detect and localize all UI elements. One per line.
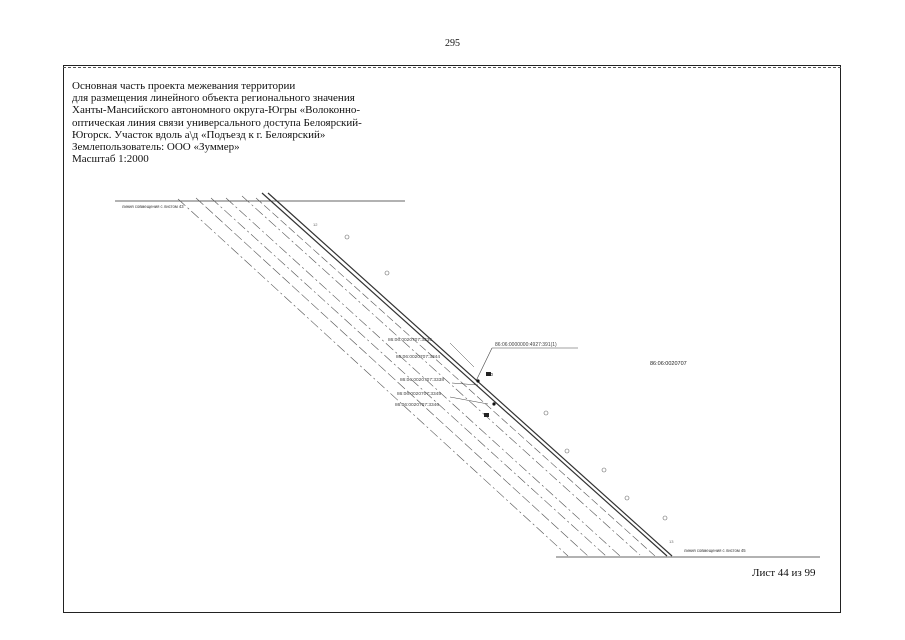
parcel-main-label: 86:06:0000000:4927:391(1) (495, 342, 557, 348)
parcel-label-1: 86:06:0020707:3336 (388, 338, 433, 343)
title-line-4: оптическая линия связи универсального доступа Белоярский- (72, 116, 362, 129)
survey-point (476, 379, 479, 382)
parcel-label-3: 86:06:0020707:3338 (400, 378, 445, 383)
title-line-5: Югорск. Участок вдоль а\д «Подъезд к г. Белоярский» (72, 128, 326, 141)
match-line-bottom-label: линия совмещения с листом 45 (684, 548, 746, 553)
parcel-label-5: 86:06:0020707:3346 (395, 403, 440, 408)
road-shoulder (256, 198, 655, 556)
title-line-1: Основная часть проекта межевания территории (72, 80, 296, 92)
stream-circle (345, 235, 349, 239)
stream-circle (544, 411, 548, 415)
parcel-label-2: 86:06:0020707:3344 (396, 355, 441, 360)
stream-circle (602, 468, 606, 472)
parcel-leader (450, 343, 474, 367)
survey-point (492, 402, 495, 405)
road-edge-outer (262, 193, 667, 556)
boundary-line-3 (211, 198, 606, 556)
point-label-30: 30 (488, 372, 494, 377)
scale-line: Масштаб 1:2000 (72, 153, 149, 166)
stream-markers (345, 235, 667, 520)
boundary-line-4 (196, 198, 588, 556)
stream-circle (565, 449, 569, 453)
title-line-2: для размещения линейного объекта регионального значения (72, 92, 355, 105)
boundary-line-5 (178, 199, 568, 556)
parcel-label-4: 86:06:0020707:3345 (397, 392, 442, 397)
parcel-leader (450, 397, 488, 404)
stream-mark-13: 13 (669, 539, 674, 544)
stream-circle (385, 271, 389, 275)
page-number: 295 (445, 38, 460, 49)
road-edge-inner (268, 193, 672, 556)
sheet-label: Лист 44 из 99 (752, 567, 816, 579)
point-label-28: 28 (484, 413, 490, 418)
boundary-line-2 (226, 198, 620, 556)
match-line-top-label: линия совмещения с листом 43 (122, 204, 184, 209)
title-line-3: Ханты-Мансийского автономного округа-Югры «Волоконно- (72, 104, 361, 117)
stream-circle (625, 496, 629, 500)
stream-mark-12: 12 (313, 222, 318, 227)
stream-circle (663, 516, 667, 520)
land-user-line: Землепользователь: ООО «Зуммер» (72, 141, 240, 154)
boundary-line-1 (242, 196, 640, 555)
parcel-right-label: 86:06:0020707 (650, 361, 687, 367)
